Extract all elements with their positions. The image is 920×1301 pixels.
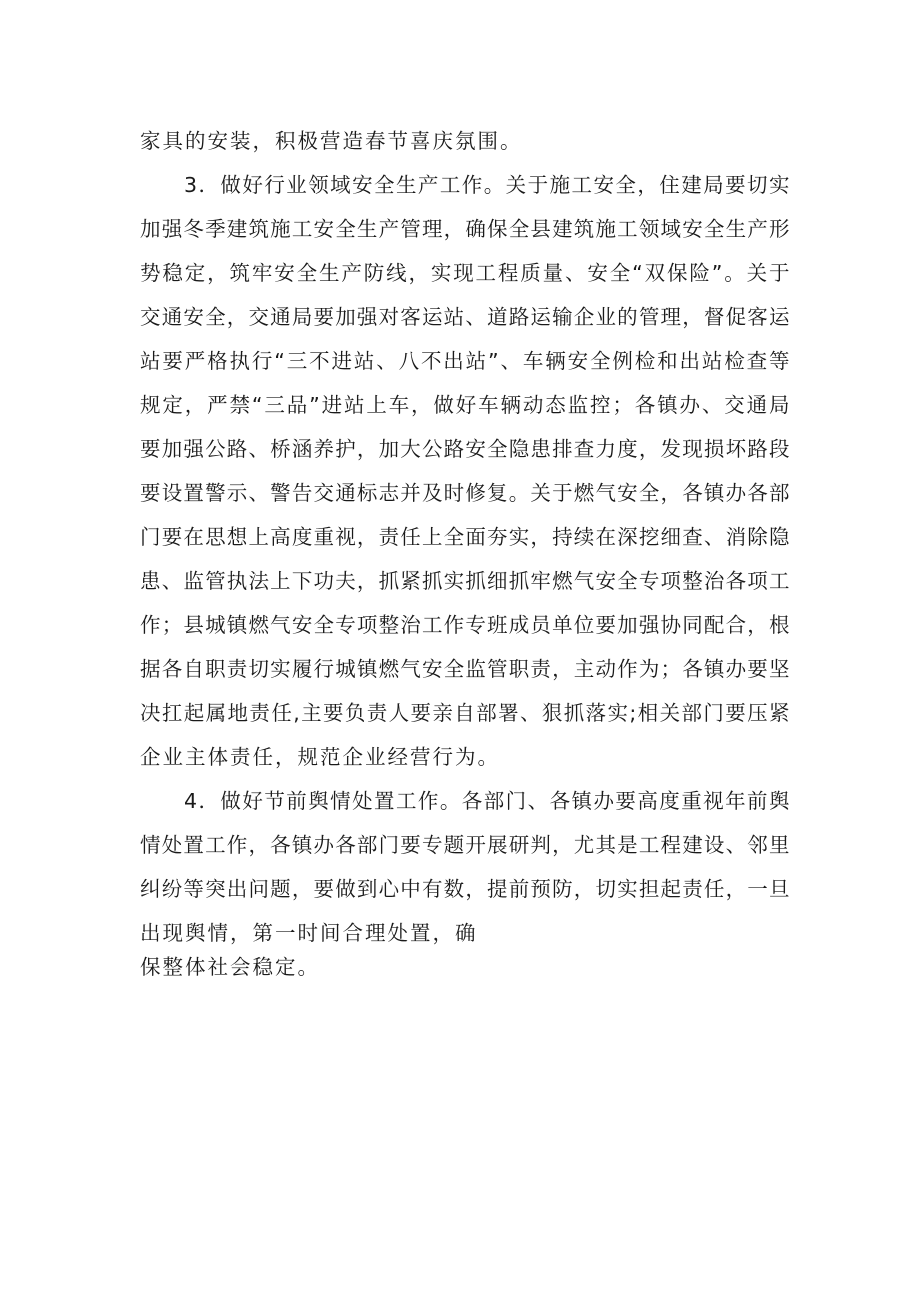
body-text-line: 加强冬季建筑施工安全生产管理，确保全县建筑施工领域安全生产形 [140, 217, 790, 241]
body-text-line: 据各自职责切实履行城镇燃气安全监管职责，主动作为；各镇办要坚 [140, 657, 790, 681]
body-text-line: 交通安全，交通局要加强对客运站、道路运输企业的管理，督促客运 [140, 305, 790, 329]
body-text-line: 要设置警示、警告交通标志并及时修复。关于燃气安全，各镇办各部 [140, 481, 790, 505]
body-text-line: 门要在思想上高度重视，责任上全面夯实，持续在深挖细查、消除隐 [140, 525, 790, 549]
paragraph-4-heading-line: 4．做好节前舆情处置工作。各部门、各镇办要高度重视年前舆 [184, 789, 790, 813]
body-text-line: 患、监管执法上下功夫，抓紧抓实抓细抓牢燃气安全专项整治各项工 [140, 569, 790, 593]
body-text-line: 家具的安装，积极营造春节喜庆氛围。 [140, 129, 523, 153]
paragraph-3-heading-line: 3．做好行业领域安全生产工作。关于施工安全，住建局要切实 [184, 173, 790, 197]
body-text-line: 企业主体责任，规范企业经营行为。 [140, 745, 500, 769]
body-text-line: 要加强公路、桥涵养护，加大公路安全隐患排查力度，发现损坏路段 [140, 437, 790, 461]
body-text-line: 情处置工作，各镇办各部门要专题开展研判，尤其是工程建设、邻里 [140, 833, 790, 857]
body-text-line: 站要严格执行“三不进站、八不出站”、车辆安全例检和出站检查等 [140, 349, 790, 373]
body-text-line: 决扛起属地责任,主要负责人要亲自部署、狠抓落实;相关部门要压紧 [140, 701, 790, 725]
body-text-line: 规定，严禁“三品”进站上车，做好车辆动态监控；各镇办、交通局 [140, 393, 790, 417]
body-text-line: 出现舆情，第一时间合理处置，确 [140, 921, 478, 945]
body-text-line: 保整体社会稳定。 [140, 955, 320, 979]
body-text-line: 纠纷等突出问题，要做到心中有数，提前预防，切实担起责任，一旦 [140, 877, 790, 901]
body-text-line: 势稳定，筑牢安全生产防线，实现工程质量、安全“双保险”。关于 [140, 261, 790, 285]
body-text-line: 作；县城镇燃气安全专项整治工作专班成员单位要加强协同配合，根 [140, 613, 790, 637]
